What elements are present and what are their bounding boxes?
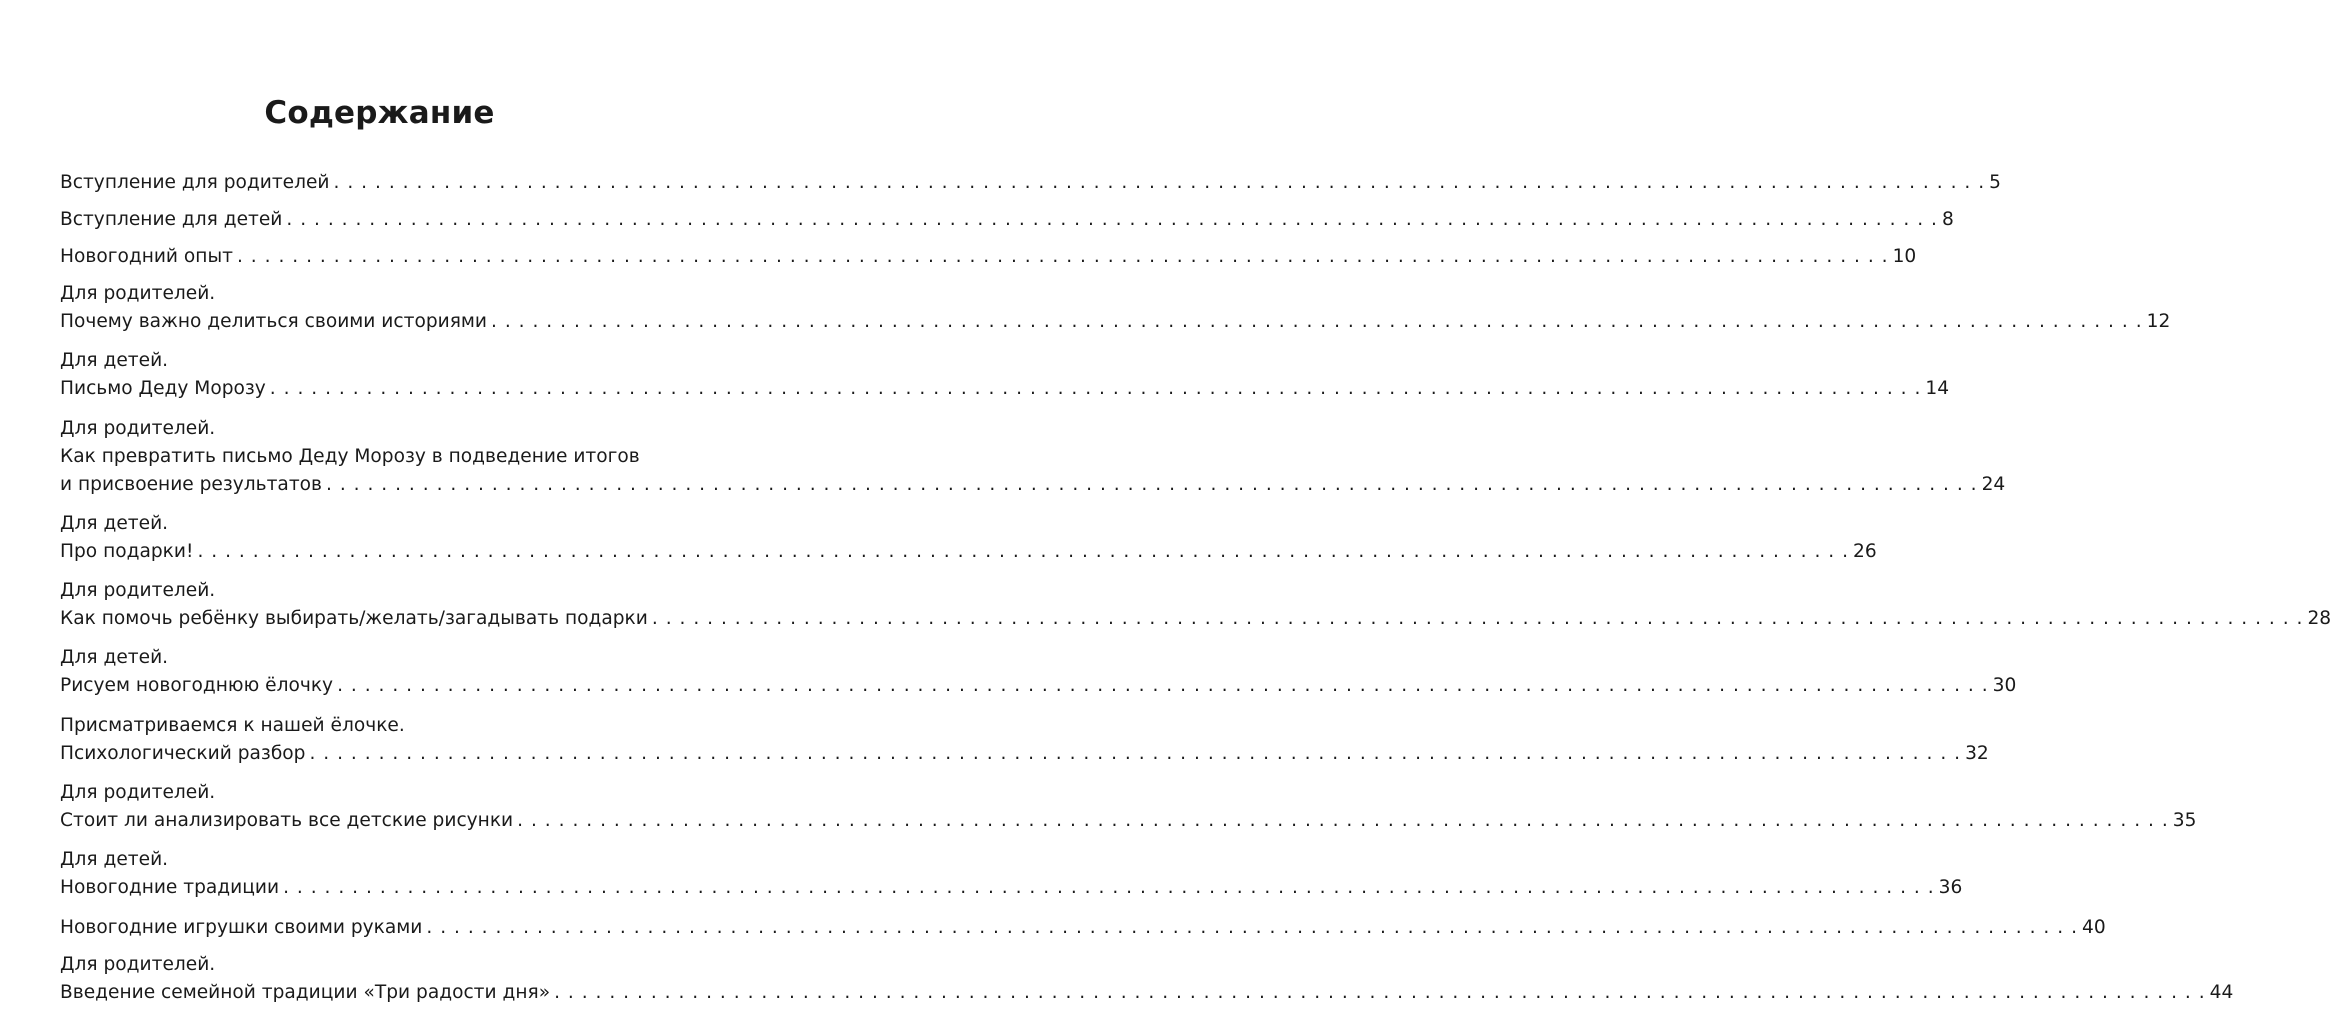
toc-entry-section: Для родителей. bbox=[60, 782, 216, 804]
toc-entry bbox=[60, 846, 1963, 902]
toc-entry bbox=[60, 712, 1989, 768]
toc-page-number: 12 bbox=[2146, 311, 2171, 332]
toc-entry-row bbox=[60, 914, 2106, 942]
toc-entry bbox=[60, 206, 1954, 234]
toc-page-number: 28 bbox=[2307, 608, 2331, 630]
toc-entry bbox=[60, 280, 2171, 336]
toc-page-number: 30 bbox=[1992, 675, 2017, 697]
toc-dot-leader: . . . . . . . . . . . . . . . . . . . . . . . . . . . . . . . . . . . . . . . . . . . . . . . . . . . . . . . . . . . . . . . . . . . . . . . . . . . . . . . . . . . . . . . . . . . . . . . . . . . . . . . . . . . . . . . . . . . . . . . . bbox=[309, 742, 1962, 764]
toc-entry-section: Для детей. bbox=[60, 512, 169, 534]
toc-entry-title: Психологический разбор bbox=[60, 742, 306, 764]
toc-page-number: 32 bbox=[1965, 742, 1989, 764]
toc-dot-leader: . . . . . . . . . . . . . . . . . . . . . . . . . . . . . . . . . . . . . . . . . . . . . . . . . . . . . . . . . . . . . . . . . . . . . . . . . . . . . . . . . . . . . . . . . . . . . . . . . . . . . . . . . . . . . . . . . . . . . . . . bbox=[491, 311, 2143, 332]
toc-entry-title: Новогодние игрушки своими руками bbox=[60, 916, 423, 938]
toc-page-number: 24 bbox=[1981, 473, 2006, 495]
toc-entry-section: Для детей. bbox=[60, 350, 169, 372]
toc-entry-section: Для родителей. bbox=[60, 953, 216, 975]
toc-page-number: 40 bbox=[2081, 916, 2106, 938]
toc-entry-row bbox=[60, 308, 2171, 336]
toc-dot-leader: . . . . . . . . . . . . . . . . . . . . . . . . . . . . . . . . . . . . . . . . . . . . . . . . . . . . . . . . . . . . . . . . . . . . . . . . . . . . . . . . . . . . . . . . . . . . . . . . . . . . . . . . . . . . . . . . . . . . . . . . bbox=[286, 209, 1938, 230]
toc-dot-leader: . . . . . . . . . . . . . . . . . . . . . . . . . . . . . . . . . . . . . . . . . . . . . . . . . . . . . . . . . . . . . . . . . . . . . . . . . . . . . . . . . . . . . . . . . . . . . . . . . . . . . . . . . . . . . . . . . . . . . . . . bbox=[426, 916, 2078, 938]
toc-page-number: 36 bbox=[1938, 877, 1963, 899]
toc-dot-leader: . . . . . . . . . . . . . . . . . . . . . . . . . . . . . . . . . . . . . . . . . . . . . . . . . . . . . . . . . . . . . . . . . . . . . . . . . . . . . . . . . . . . . . . . . . . . . . . . . . . . . . . . . . . . . . . . . . . . . . . . bbox=[554, 981, 2206, 1003]
toc-entry-section: Для детей. bbox=[60, 849, 169, 871]
toc-dot-leader: . . . . . . . . . . . . . . . . . . . . . . . . . . . . . . . . . . . . . . . . . . . . . . . . . . . . . . . . . . . . . . . . . . . . . . . . . . . . . . . . . . . . . . . . . . . . . . . . . . . . . . . . . . . . . . . . . . . . . . . . bbox=[326, 473, 1978, 495]
toc-entry-section: Присматриваемся к нашей ёлочке. bbox=[60, 714, 405, 736]
toc-entry-row bbox=[60, 740, 1989, 768]
toc-entry-title: Как помочь ребёнку выбирать/желать/загадывать подарки bbox=[60, 608, 648, 630]
toc-entry bbox=[60, 510, 1877, 566]
toc-entry-section: Для родителей. bbox=[60, 283, 216, 304]
page-title: Содержание bbox=[264, 95, 495, 131]
toc-dot-leader: . . . . . . . . . . . . . . . . . . . . . . . . . . . . . . . . . . . . . . . . . . . . . . . . . . . . . . . . . . . . . . . . . . . . . . . . . . . . . . . . . . . . . . . . . . . . . . . . . . . . . . . . . . . . . . . . . . . . . . . . bbox=[337, 675, 1989, 697]
toc-entry-section: Для родителей. bbox=[60, 417, 216, 439]
toc-entry-row bbox=[60, 605, 2331, 633]
toc-dot-leader: . . . . . . . . . . . . . . . . . . . . . . . . . . . . . . . . . . . . . . . . . . . . . . . . . . . . . . . . . . . . . . . . . . . . . . . . . . . . . . . . . . . . . . . . . . . . . . . . . . . . . . . . . . . . . . . . . . . . . . . . bbox=[197, 540, 1850, 562]
toc-entry bbox=[60, 644, 2017, 700]
toc-entry bbox=[60, 415, 2006, 499]
toc-entry-row bbox=[60, 807, 2197, 835]
toc-entry-row bbox=[60, 672, 2017, 700]
toc-entry-section: Для детей. bbox=[60, 647, 169, 669]
toc-entry-title: Почему важно делиться своими историями bbox=[60, 311, 488, 332]
toc-dot-leader: . . . . . . . . . . . . . . . . . . . . . . . . . . . . . . . . . . . . . . . . . . . . . . . . . . . . . . . . . . . . . . . . . . . . . . . . . . . . . . . . . . . . . . . . . . . . . . . . . . . . . . . . . . . . . . . . . . . . . . . . bbox=[269, 378, 1922, 400]
toc-entry-section: Для родителей. bbox=[60, 580, 216, 602]
toc-entry bbox=[60, 169, 2001, 197]
toc-entry bbox=[60, 951, 2234, 1007]
toc-dot-leader: . . . . . . . . . . . . . . . . . . . . . . . . . . . . . . . . . . . . . . . . . . . . . . . . . . . . . . . . . . . . . . . . . . . . . . . . . . . . . . . . . . . . . . . . . . . . . . . . . . . . . . . . . . . . . . . . . . . . . . . . bbox=[517, 810, 2169, 832]
toc-page-number: 35 bbox=[2172, 810, 2197, 832]
toc-entry-row bbox=[60, 206, 1954, 234]
toc-entry-row bbox=[60, 979, 2234, 1007]
toc-page-number: 10 bbox=[1892, 246, 1917, 267]
toc-entry-row bbox=[60, 874, 1963, 902]
toc-entry-title: Введение семейной традиции «Три радости дня» bbox=[60, 981, 551, 1003]
toc-entry-title: Новогодние традиции bbox=[60, 877, 280, 899]
toc-entry-row bbox=[60, 375, 1950, 403]
toc-entry-title: Про подарки! bbox=[60, 540, 194, 562]
toc-page-number: 26 bbox=[1853, 540, 1877, 562]
toc-entry-title: Новогодний опыт bbox=[60, 246, 233, 267]
toc-dot-leader: . . . . . . . . . . . . . . . . . . . . . . . . . . . . . . . . . . . . . . . . . . . . . . . . . . . . . . . . . . . . . . . . . . . . . . . . . . . . . . . . . . . . . . . . . . . . . . . . . . . . . . . . . . . . . . . . . . . . . . . . bbox=[283, 877, 1935, 899]
toc-entry-row bbox=[60, 169, 2001, 197]
toc-entry bbox=[60, 577, 2331, 633]
toc-entry-title: Вступление для детей bbox=[60, 209, 283, 230]
toc-entry-section: Как превратить письмо Деду Морозу в подведение итогов bbox=[60, 445, 640, 467]
toc-entry-title: Вступление для родителей bbox=[60, 172, 330, 193]
toc-entry-row bbox=[60, 243, 1917, 271]
toc-entry-title: и присвоение результатов bbox=[60, 473, 322, 495]
toc-entry-title: Стоит ли анализировать все детские рисунки bbox=[60, 810, 514, 832]
toc-entry-title: Рисуем новогоднюю ёлочку bbox=[60, 675, 334, 697]
toc-dot-leader: . . . . . . . . . . . . . . . . . . . . . . . . . . . . . . . . . . . . . . . . . . . . . . . . . . . . . . . . . . . . . . . . . . . . . . . . . . . . . . . . . . . . . . . . . . . . . . . . . . . . . . . . . . . . . . . . . . . . . . . . bbox=[333, 172, 1986, 193]
toc-entry bbox=[60, 347, 1950, 403]
toc-entry-title: Письмо Деду Морозу bbox=[60, 378, 266, 400]
toc-entry-row bbox=[60, 471, 2006, 499]
toc-entry bbox=[60, 243, 1917, 271]
toc-page-number: 5 bbox=[1989, 172, 2001, 193]
toc-dot-leader: . . . . . . . . . . . . . . . . . . . . . . . . . . . . . . . . . . . . . . . . . . . . . . . . . . . . . . . . . . . . . . . . . . . . . . . . . . . . . . . . . . . . . . . . . . . . . . . . . . . . . . . . . . . . . . . . . . . . . . . . bbox=[236, 246, 1889, 267]
toc-page-number: 44 bbox=[2209, 981, 2234, 1003]
toc-dot-leader: . . . . . . . . . . . . . . . . . . . . . . . . . . . . . . . . . . . . . . . . . . . . . . . . . . . . . . . . . . . . . . . . . . . . . . . . . . . . . . . . . . . . . . . . . . . . . . . . . . . . . . . . . . . . . . . . . . . . . . . . bbox=[651, 608, 2304, 630]
toc-page-number: 14 bbox=[1925, 378, 1950, 400]
toc-entry bbox=[60, 914, 2106, 942]
toc-page-number: 8 bbox=[1941, 209, 1954, 230]
table-of-contents bbox=[60, 169, 2331, 1018]
toc-entry bbox=[60, 779, 2197, 835]
toc-entry-row bbox=[60, 538, 1877, 566]
